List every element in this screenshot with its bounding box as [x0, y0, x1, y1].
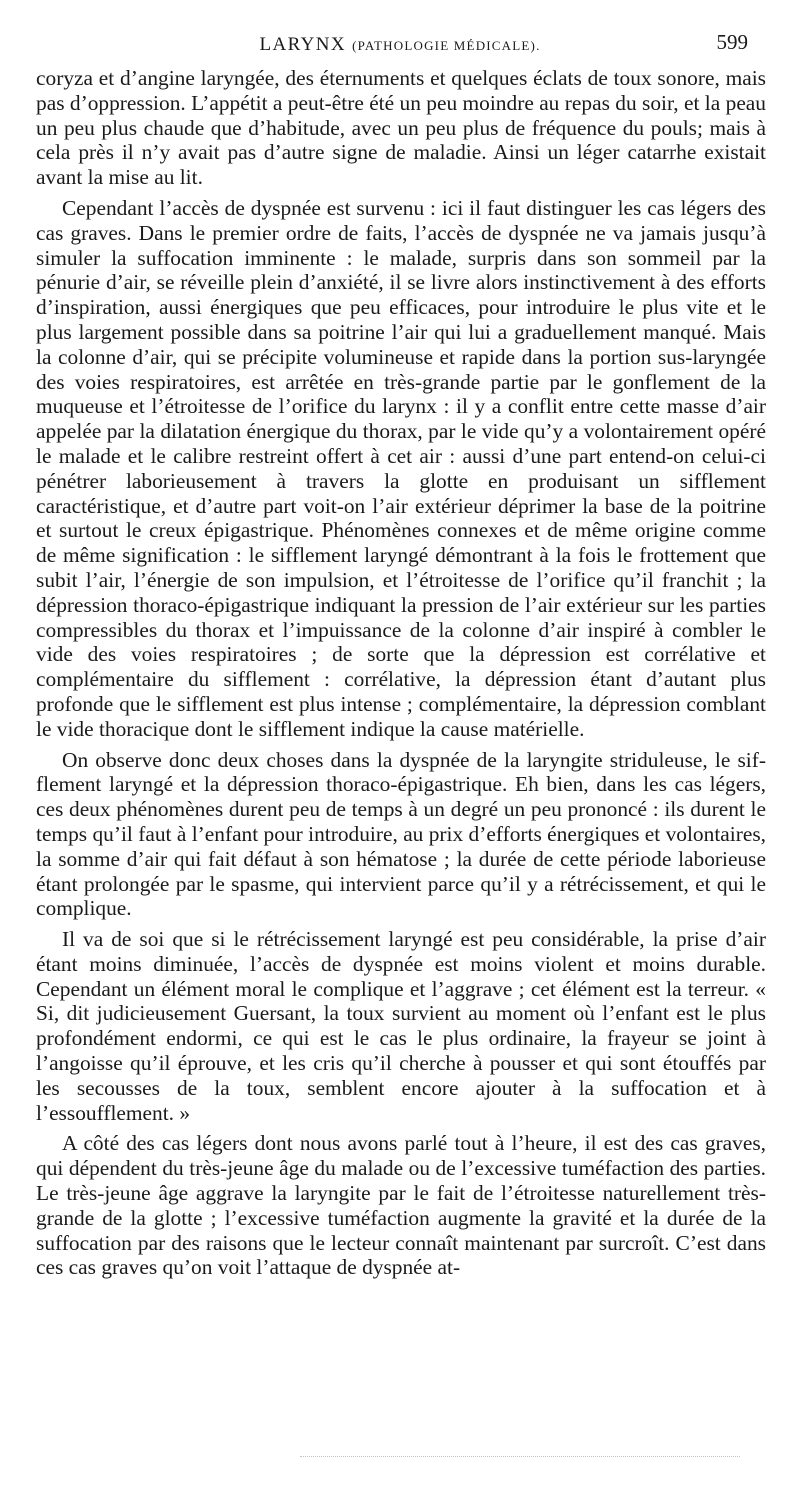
page-number: 599	[716, 30, 748, 54]
paragraph-2: Cependant l’accès de dyspnée est survenu : ici il faut distinguer les cas légers des cas graves. Dans le premier ordre de faits, l’accès de dyspnée ne va jamais jusqu’à simuler la suffocation imminente : le malade, surpris dans son sommeil par la pénurie d’air, se réveille plein d’anxiété, il se livre alors instinctivement à des efforts d’inspiration, aussi énergiques que peu efficaces, pour introduire le plus vite et le plus largement possible dans sa poitrine l’air qui lui a graduellement manqué. Mais la colonne d’air, qui se précipite volumineuse et rapide dans la portion sus-laryngée des voies respiratoires, est arrêtée en très-grande partie par le gonflement de la muqueuse et l’étroitesse de l’orifice du larynx : il y a conflit entre cette masse d’air appelée par la dilatation énergique du thorax, par le vide qu’y a volontairement opéré le malade et le calibre restreint offert à cet air : aussi d’une part entend-on celui-ci pénétrer laborieusement à travers la glotte en produisant un sifflement caractéristique, et d’autre part voit-on l’air extérieur déprimer la base de la poitrine et surtout le creux épigastrique. Phénomènes connexes et de même origine comme de même signification : le sifflement laryngé démontrant à la fois le frottement que subit l’air, l’énergie de son impulsion, et l’étroitesse de l’orifice qu’il franchit ; la dépression thoraco-épigastrique indiquant la pression de l’air extérieur sur les parties compressibles du thorax et l’impuissance de la colonne d’air inspiré à combler le vide des voies respiratoires ; de sorte que la dépression est corrélative et complémentaire du sifflement : corrélative, la dépression étant d’autant plus profonde que le sifflement est plus intense ; complémentaire, la dépression comblant le vide thoracique dont le sifflement indique la cause matérielle.	[36, 195, 766, 741]
bottom-scan-artifact	[300, 1446, 740, 1457]
paragraph-4: Il va de soi que si le rétrécissement laryngé est peu considérable, la prise d’air étant moins diminuée, l’accès de dyspnée est moins violent et moins durable. Cependant un élément moral le complique et l’aggrave ; cet élément est la terreur. « Si, dit judicieusement Guersant, la toux survient au moment où l’enfant est le plus profondément endormi, ce qui est le cas le plus ordinaire, la frayeur se joint à l’angoisse qu’il éprouve, et les cris qu’il cherche à pousser et qui sont étouffés par les secousses de la toux, semblent encore ajouter à la suffocation et à l’essoufflement. »	[36, 927, 766, 1125]
paragraph-5: A côté des cas légers dont nous avons parlé tout à l’heure, il est des cas graves, qui dépendent du très-jeune âge du malade ou de l’excessive tuméfaction des parties. Le très-jeune âge aggrave la laryngite par le fait de l’étroitesse naturellement très-grande de la glotte ; l’excessive tuméfaction augmente la gravité et la durée de la suffocation par des raisons que le lecteur connaît maintenant par surcroît. C’est dans ces cas graves qu’on voit l’attaque de dyspnée at-	[36, 1131, 766, 1280]
body-text	[36, 66, 766, 1280]
paragraph-1: coryza et d’angine laryngée, des éternuments et quelques éclats de toux sonore, mais pas d’oppression. L’appétit a peut-être été un peu moindre au repas du soir, et la peau un peu plus chaude que d’habitude, avec un peu plus de fréquence du pouls; mais à cela près il n’y avait pas d’autre signe de maladie. Ainsi un léger catarrhe existait avant la mise au lit.	[36, 66, 766, 190]
running-title	[36, 34, 764, 56]
running-head	[36, 30, 764, 60]
paragraph-3: On observe donc deux choses dans la dyspnée de la laryngite striduleuse, le sifflement laryngé et la dépression thoraco-épigastrique. Eh bien, dans les cas légers, ces deux phénomènes durent peu de temps à un degré un peu prononcé : ils durent le temps qu’il faut à l’enfant pour introduire, au prix d’efforts énergiques et volontaires, la somme d’air qui fait défaut à son hématose ; la durée de cette période laborieuse étant prolongée par le spasme, qui intervient parce qu’il y a rétrécissement, et qui le complique.	[36, 747, 766, 921]
running-title-main: LARYNX	[259, 34, 346, 55]
running-title-sub: (PATHOLOGIE MÉDICALE).	[352, 38, 541, 53]
